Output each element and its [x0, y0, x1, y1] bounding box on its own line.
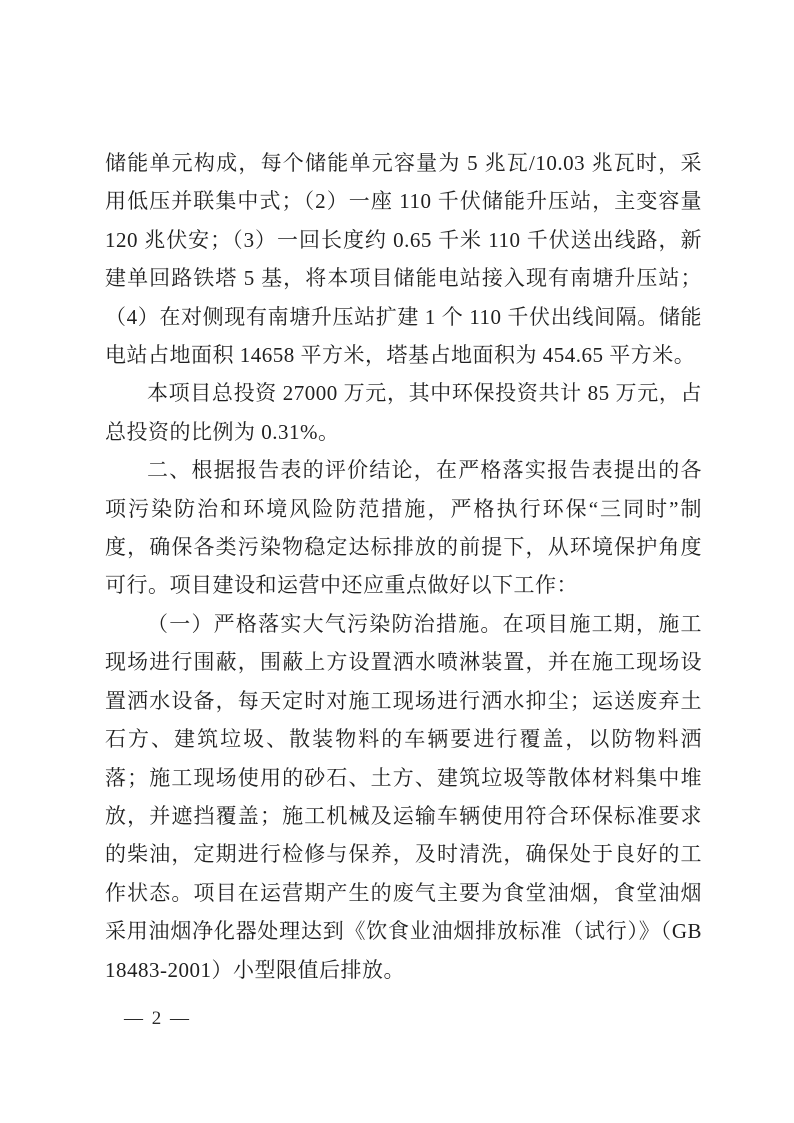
- paragraph-air-pollution-measures: （一）严格落实大气污染防治措施。在项目施工期，施工现场进行围蔽，围蔽上方设置洒水喷淋装置，并在施工现场设置洒水设备，每天定时对施工现场进行洒水抑尘；运送废弃土石方、建筑垃圾、散装物料的车辆要进行覆盖，以防物料洒落；施工现场使用的砂石、土方、建筑垃圾等散体材料集中堆放，并遮挡覆盖；施工机械及运输车辆使用符合环保标准要求的柴油，定期进行检修与保养，及时清洗，确保处于良好的工作状态。项目在运营期产生的废气主要为食堂油烟，食堂油烟采用油烟净化器处理达到《饮食业油烟排放标准（试行）》（GB18483-2001）小型限值后排放。: [105, 611, 702, 982]
- paragraph-conclusion: 二、根据报告表的评价结论，在严格落实报告表提出的各项污染防治和环境风险防范措施，严格执行环保“三同时”制度，确保各类污染物稳定达标排放的前提下，从环境保护角度可行。项目建设和运营中还应重点做好以下工作：: [105, 458, 702, 598]
- paragraph-investment: 本项目总投资 27000 万元，其中环保投资共计 85 万元，占总投资的比例为 0.31%。: [105, 381, 702, 444]
- page-footer: [124, 1005, 191, 1033]
- page-number: — 2 —: [124, 1008, 191, 1029]
- paragraph-continuation: 储能单元构成，每个储能单元容量为 5 兆瓦/10.03 兆瓦时，采用低压并联集中式；（2）一座 110 千伏储能升压站，主变容量 120 兆伏安；（3）一回长度约 0.65 千米 110 千伏送出线路，新建单回路铁塔 5 基，将本项目储能电站接入现有南塘升压站；（4）在对侧现有南塘升压站扩建 1 个 110 千伏出线间隔。储能电站占地面积 14658 平方米，塔基占地面积为 454.65 平方米。: [105, 151, 702, 368]
- document-body: [105, 144, 702, 989]
